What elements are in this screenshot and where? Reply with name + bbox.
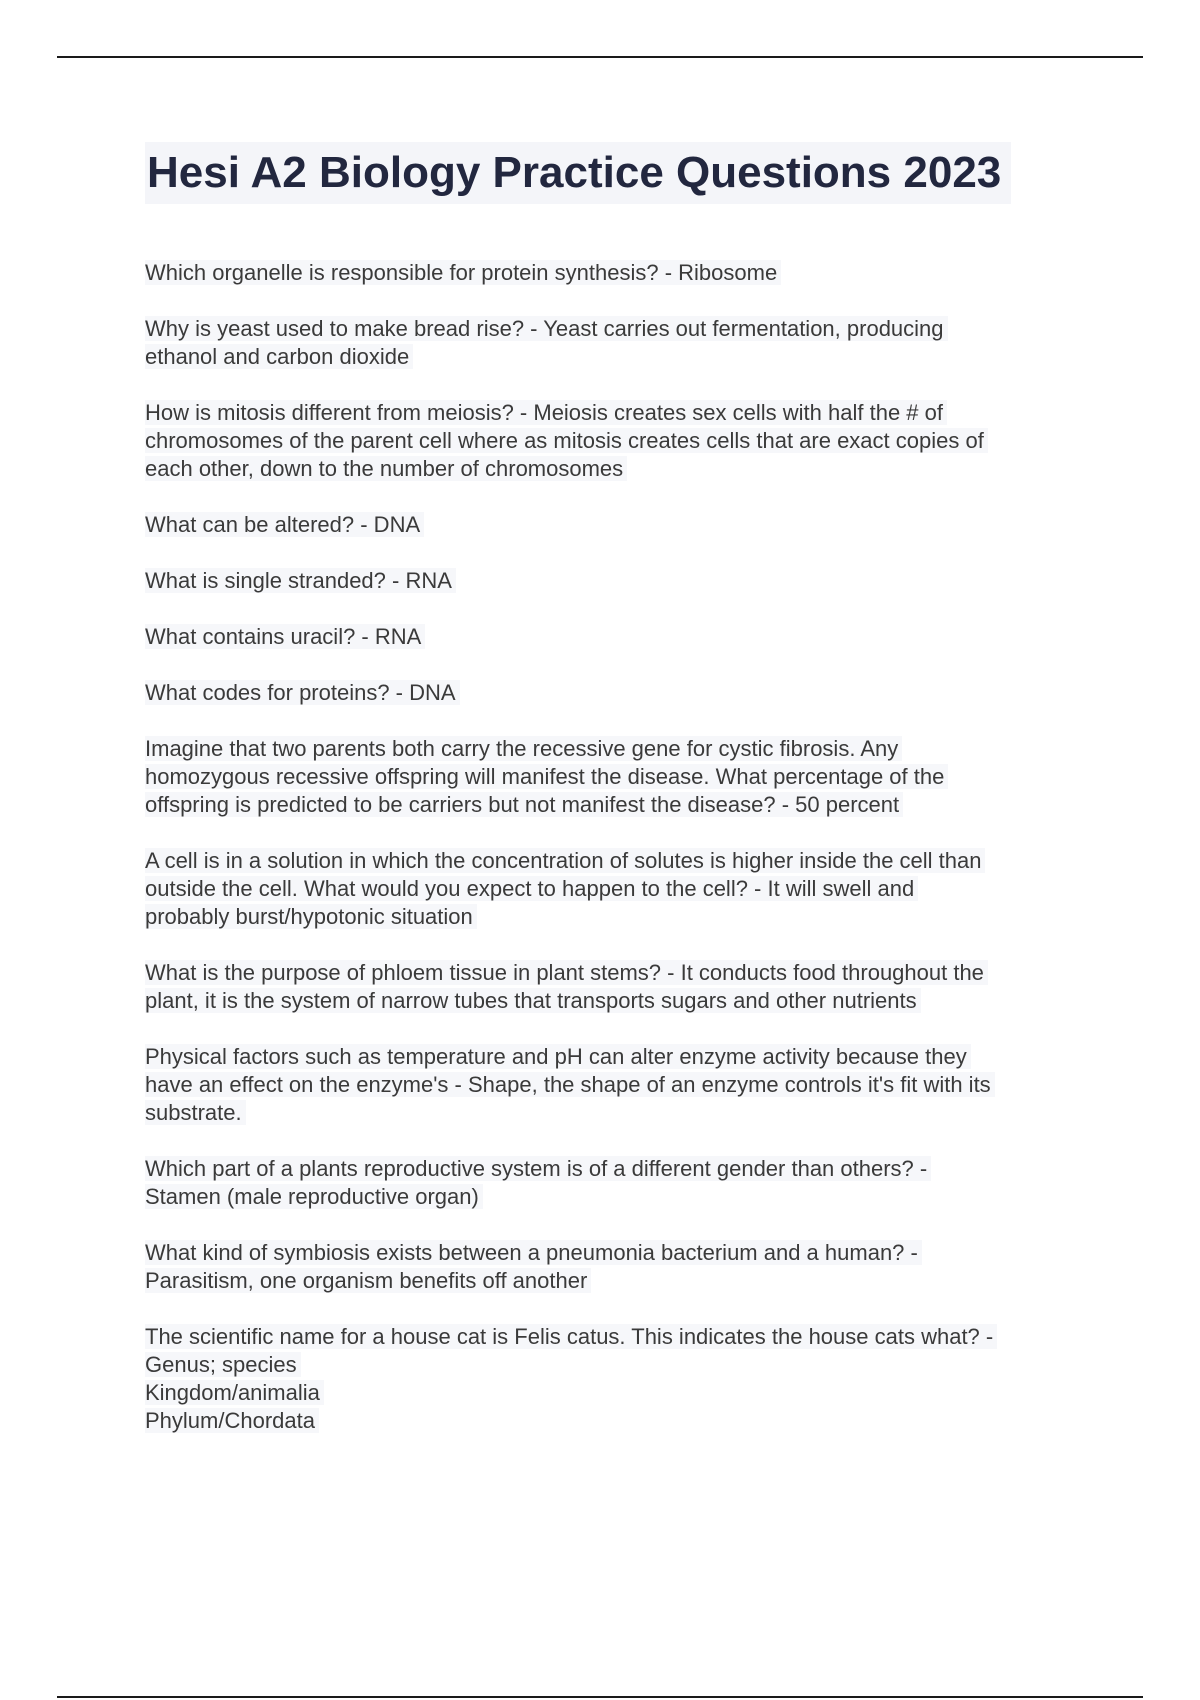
- qa-item: [145, 1155, 1090, 1211]
- qa-item: [145, 735, 1090, 819]
- qa-item: [145, 847, 1090, 931]
- qa-text: What can be altered? - DNA: [145, 512, 424, 537]
- qa-text: What kind of symbiosis exists between a pneumonia bacterium and a human? - Parasitism, one organism benefits off another: [145, 1240, 922, 1293]
- qa-text: Why is yeast used to make bread rise? - Yeast carries out fermentation, producing ethanol and carbon dioxide: [145, 316, 948, 369]
- qa-item: [145, 1043, 1090, 1127]
- qa-item: [145, 511, 1090, 539]
- qa-list: [145, 259, 1090, 1435]
- bottom-rule: [57, 1696, 1143, 1698]
- document-body: [145, 142, 1090, 1463]
- qa-text: What codes for proteins? - DNA: [145, 680, 460, 705]
- qa-item: [145, 1323, 1090, 1435]
- qa-item: [145, 679, 1090, 707]
- qa-text: Which organelle is responsible for protein synthesis? - Ribosome: [145, 260, 781, 285]
- top-rule: [57, 56, 1143, 58]
- qa-text: What contains uracil? - RNA: [145, 624, 425, 649]
- qa-item: [145, 567, 1090, 595]
- qa-text: Physical factors such as temperature and pH can alter enzyme activity because they have an effect on the enzyme's - Shape, the shape of an enzyme controls it's fit with its substrate.: [145, 1044, 995, 1125]
- qa-text: Imagine that two parents both carry the recessive gene for cystic fibrosis. Any homozygous recessive offspring will manifest the disease. What percentage of the offspring is predicted to be carriers but not manifest the disease? - 50 percent: [145, 736, 948, 817]
- qa-item: [145, 1239, 1090, 1295]
- qa-text: The scientific name for a house cat is Felis catus. This indicates the house cats what? - Genus; species Kingdom/animalia Phylum/Chordata: [145, 1324, 997, 1433]
- page-title: Hesi A2 Biology Practice Questions 2023: [145, 142, 1011, 204]
- qa-text: How is mitosis different from meiosis? - Meiosis creates sex cells with half the # of chromosomes of the parent cell where as mitosis creates cells that are exact copies of each other, down to the number of chromosomes: [145, 400, 988, 481]
- qa-item: [145, 399, 1090, 483]
- qa-text: Which part of a plants reproductive system is of a different gender than others? - Stamen (male reproductive organ): [145, 1156, 931, 1209]
- qa-item: [145, 623, 1090, 651]
- qa-item: [145, 959, 1090, 1015]
- qa-item: [145, 315, 1090, 371]
- qa-text: A cell is in a solution in which the concentration of solutes is higher inside the cell than outside the cell. What would you expect to happen to the cell? - It will swell and probably burst/hypotonic situation: [145, 848, 985, 929]
- qa-item: [145, 259, 1090, 287]
- qa-text: What is single stranded? - RNA: [145, 568, 456, 593]
- qa-text: What is the purpose of phloem tissue in plant stems? - It conducts food throughout the plant, it is the system of narrow tubes that transports sugars and other nutrients: [145, 960, 988, 1013]
